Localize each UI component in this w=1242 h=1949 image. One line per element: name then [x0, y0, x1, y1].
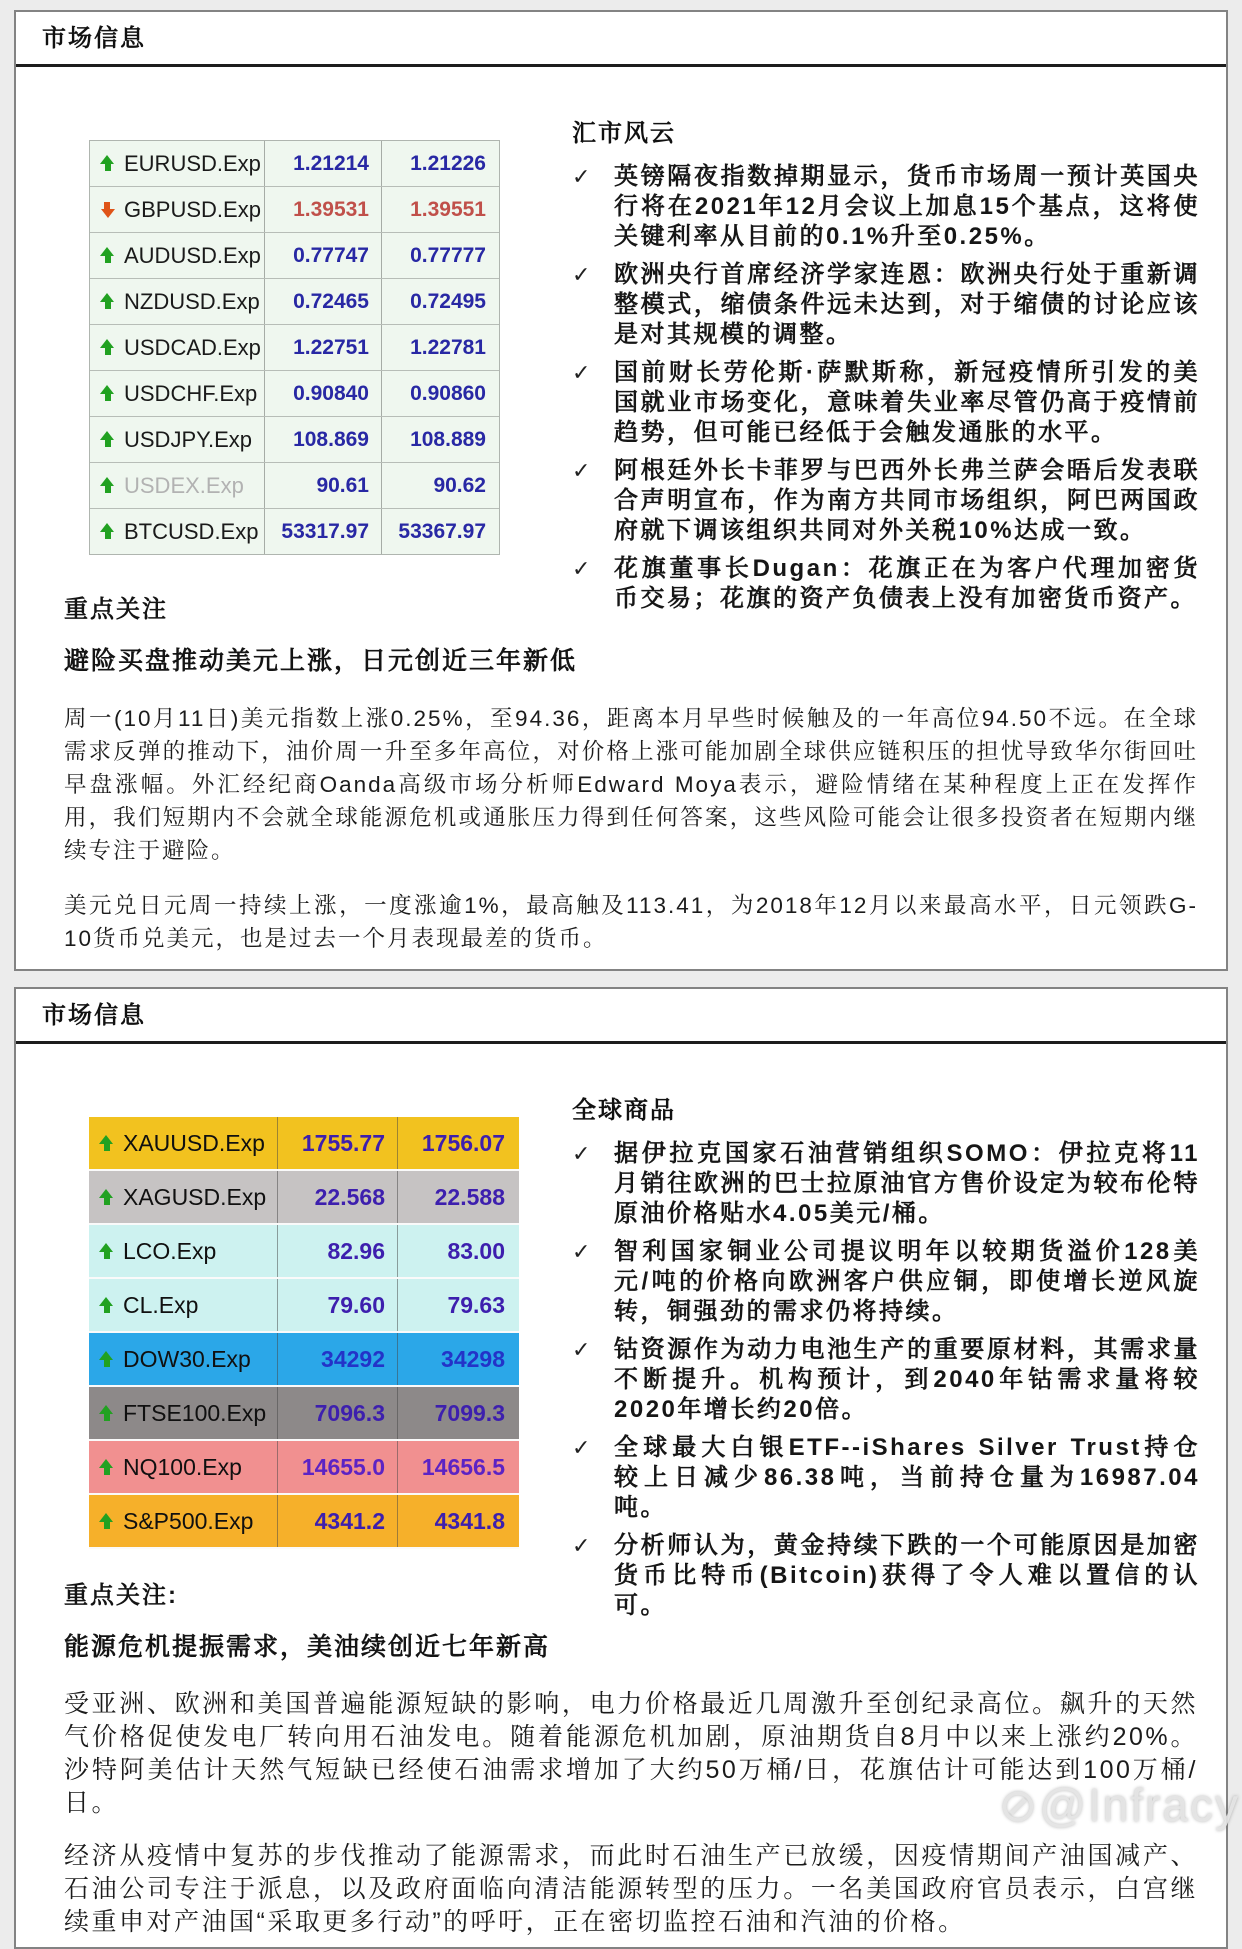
panel-body	[16, 1044, 1226, 1664]
bid-value: 22.568	[277, 1171, 397, 1223]
panel-header	[16, 989, 1226, 1044]
trend-arrow-icon	[100, 385, 115, 402]
symbol-label: LCO.Exp	[123, 1237, 217, 1264]
trend-arrow-icon	[99, 1513, 114, 1530]
article-body	[64, 702, 1198, 969]
news-bullet-text: 阿根廷外长卡菲罗与巴西外长弗兰萨会晤后发表联合声明宣布，作为南方共同市场组织，阿巴两国政府就下调该组织共同对外关税10%达成一致。	[614, 457, 1200, 544]
ask-value: 4341.8	[397, 1495, 517, 1547]
panel-body	[16, 67, 1226, 678]
bid-value: 0.77747	[264, 233, 381, 278]
article-paragraph: 经济从疫情中复苏的步伐推动了能源需求，而此时石油生产已放缓，因疫情期间产油国减产、石油公司专注于派息，以及政府面临向清洁能源转型的压力。一名美国政府官员表示，白宫继续重申对产油国“采取更多行动”的呼吁，正在密切监控石油和汽油的价格。	[64, 1842, 1198, 1936]
symbol-cell	[89, 1400, 277, 1427]
symbol-label: USDCHF.Exp	[124, 380, 258, 406]
symbol-label: USDEX.Exp	[124, 472, 244, 498]
symbol-cell	[90, 473, 264, 499]
market-info-panel-commodities	[14, 987, 1228, 1949]
news-section-heading: 全球商品	[572, 1097, 676, 1124]
panel-title: 市场信息	[42, 25, 146, 52]
trend-arrow-icon	[99, 1189, 114, 1206]
news-section-heading: 汇市风云	[572, 120, 676, 147]
check-icon: ✓	[572, 458, 591, 483]
commodity-quote-table	[89, 1117, 519, 1549]
symbol-label: XAUUSD.Exp	[123, 1129, 265, 1156]
quote-row	[89, 1441, 519, 1495]
bid-value: 1.21214	[264, 141, 381, 186]
trend-arrow-icon	[99, 1459, 114, 1476]
symbol-label: S&P500.Exp	[123, 1507, 254, 1534]
news-bullet-text: 欧洲央行首席经济学家连恩：欧洲央行处于重新调整模式，缩债条件远未达到，对于缩债的讨论应该是对其规模的调整。	[614, 261, 1200, 348]
news-column	[516, 1090, 1226, 1664]
check-icon: ✓	[572, 556, 591, 581]
article-headline: 能源危机提振需求，美油续创近七年新高	[64, 1633, 551, 1661]
bid-value: 108.869	[264, 417, 381, 462]
symbol-label: BTCUSD.Exp	[124, 518, 259, 544]
quote-row	[90, 325, 499, 371]
news-bullet-item	[572, 1139, 1200, 1229]
quote-row	[90, 233, 499, 279]
symbol-label: CL.Exp	[123, 1291, 199, 1318]
bid-value: 79.60	[277, 1279, 397, 1331]
news-bullet-text: 全球最大白银ETF--iShares Silver Trust持仓较上日减少86.38吨，当前持仓量为16987.04吨。	[614, 1434, 1200, 1521]
ask-value: 90.62	[381, 463, 498, 508]
bid-value: 0.72465	[264, 279, 381, 324]
trend-arrow-icon	[100, 431, 115, 448]
article-body	[64, 1688, 1198, 1947]
ask-value: 0.90860	[381, 371, 498, 416]
symbol-label: XAGUSD.Exp	[123, 1183, 267, 1210]
check-icon: ✓	[572, 1435, 591, 1460]
news-bullet-text: 智利国家铜业公司提议明年以较期货溢价128美元/吨的价格向欧洲客户供应铜，即使增长逆风旋转，铜强劲的需求仍将持续。	[614, 1238, 1200, 1325]
quote-row	[90, 509, 499, 554]
quote-row	[89, 1171, 519, 1225]
market-info-panel-forex	[14, 10, 1228, 971]
symbol-cell	[90, 151, 264, 177]
news-bullet-item	[572, 554, 1200, 614]
focus-heading: 重点关注	[64, 596, 168, 623]
watermark: ⊘@Infracy	[998, 1779, 1240, 1831]
article-paragraph: 受亚洲、欧洲和美国普遍能源短缺的影响，电力价格最近几周激升至创纪录高位。飙升的天然气价格促使发电厂转向用石油发电。随着能源危机加剧，原油期货自8月中以来上涨约20%。沙特阿美估计天然气短缺已经使石油需求增加了大约50万桶/日，花旗估计可能达到100万桶/日。	[64, 1690, 1198, 1817]
focus-heading: 重点关注:	[64, 1582, 178, 1609]
news-bullet-item	[572, 260, 1200, 350]
quote-row	[89, 1117, 519, 1171]
trend-arrow-icon	[99, 1297, 114, 1314]
quote-row	[89, 1333, 519, 1387]
bid-value: 7096.3	[277, 1387, 397, 1439]
quote-row	[89, 1279, 519, 1333]
symbol-label: USDCAD.Exp	[124, 334, 261, 360]
news-bullet-text: 据伊拉克国家石油营销组织SOMO：伊拉克将11月销往欧洲的巴士拉原油官方售价设定为较布伦特原油价格贴水4.05美元/桶。	[614, 1140, 1200, 1227]
symbol-cell	[89, 1130, 277, 1157]
ask-value: 7099.3	[397, 1387, 517, 1439]
ask-value: 79.63	[397, 1279, 517, 1331]
symbol-label: FTSE100.Exp	[123, 1399, 267, 1426]
panel-header	[16, 12, 1226, 67]
bid-value: 1.39531	[264, 187, 381, 232]
news-bullet-list	[572, 1139, 1200, 1621]
left-column	[16, 113, 578, 678]
trend-arrow-icon	[99, 1243, 114, 1260]
news-bullet-text: 分析师认为，黄金持续下跌的一个可能原因是加密货币比特币(Bitcoin)获得了令人难以置信的认可。	[614, 1532, 1200, 1619]
bid-value: 82.96	[277, 1225, 397, 1277]
article-headline: 避险买盘推动美元上涨，日元创近三年新低	[64, 647, 578, 675]
news-bullet-text: 钴资源作为动力电池生产的重要原材料，其需求量不断提升。机构预计，到2040年钴需求量将较2020年增长约20倍。	[614, 1336, 1200, 1423]
forex-quote-table	[89, 140, 500, 555]
ask-value: 1.21226	[381, 141, 498, 186]
ask-value: 22.588	[397, 1171, 517, 1223]
news-column	[516, 113, 1226, 678]
check-icon: ✓	[572, 1533, 591, 1558]
ask-value: 0.77777	[381, 233, 498, 278]
article-paragraph: 周一(10月11日)美元指数上涨0.25%，至94.36，距离本月早些时候触及的一年高位94.50不远。在全球需求反弹的推动下，油价周一升至多年高位，对价格上涨可能加剧全球供应链积压的担忧导致华尔街回吐早盘涨幅。外汇经纪商Oanda高级市场分析师Edward Moya表示，避险情绪在某种程度上正在发挥作用，我们短期内不会就全球能源危机或通胀压力得到任何答案，这些风险可能会让很多投资者在短期内继续专注于避险。	[64, 706, 1198, 863]
check-icon: ✓	[572, 360, 591, 385]
symbol-label: NQ100.Exp	[123, 1453, 242, 1480]
ask-value: 53367.97	[381, 509, 498, 554]
symbol-cell	[90, 243, 264, 269]
ask-value: 0.72495	[381, 279, 498, 324]
check-icon: ✓	[572, 1141, 591, 1166]
symbol-cell	[90, 197, 264, 223]
ask-value: 108.889	[381, 417, 498, 462]
symbol-label: GBPUSD.Exp	[124, 196, 261, 222]
bid-value: 1.22751	[264, 325, 381, 370]
check-icon: ✓	[572, 1337, 591, 1362]
trend-arrow-icon	[100, 155, 115, 172]
ask-value: 14656.5	[397, 1441, 517, 1493]
ask-value: 83.00	[397, 1225, 517, 1277]
symbol-label: NZDUSD.Exp	[124, 288, 260, 314]
trend-arrow-icon	[99, 1135, 114, 1152]
news-bullet-item	[572, 162, 1200, 252]
news-bullet-item	[572, 1335, 1200, 1425]
symbol-label: DOW30.Exp	[123, 1345, 251, 1372]
ask-value: 1.22781	[381, 325, 498, 370]
quote-row	[89, 1495, 519, 1549]
bid-value: 0.90840	[264, 371, 381, 416]
symbol-cell	[89, 1454, 277, 1481]
news-bullet-text: 花旗董事长Dugan：花旗正在为客户代理加密货币交易；花旗的资产负债表上没有加密货币资产。	[614, 555, 1200, 612]
symbol-label: AUDUSD.Exp	[124, 242, 261, 268]
trend-arrow-icon	[100, 477, 115, 494]
symbol-cell	[90, 335, 264, 361]
quote-row	[90, 141, 499, 187]
trend-arrow-icon	[99, 1351, 114, 1368]
news-bullet-text: 英镑隔夜指数掉期显示，货币市场周一预计英国央行将在2021年12月会议上加息15个基点，这将使关键利率从目前的0.1%升至0.25%。	[614, 163, 1200, 250]
news-bullet-item	[572, 1433, 1200, 1523]
quote-row	[90, 279, 499, 325]
symbol-cell	[90, 427, 264, 453]
news-bullet-item	[572, 1237, 1200, 1327]
article-paragraph: 美元兑日元周一持续上涨，一度涨逾1%，最高触及113.41，为2018年12月以来最高水平，日元领跌G-10货币兑美元，也是过去一个月表现最差的货币。	[64, 893, 1198, 951]
quote-row	[90, 371, 499, 417]
symbol-cell	[89, 1346, 277, 1373]
bid-value: 4341.2	[277, 1495, 397, 1547]
news-bullet-item	[572, 358, 1200, 448]
news-bullet-text: 国前财长劳伦斯·萨默斯称，新冠疫情所引发的美国就业市场变化，意味着失业率尽管仍高于疫情前趋势，但可能已经低于会触发通胀的水平。	[614, 359, 1200, 446]
quote-row	[90, 417, 499, 463]
symbol-cell	[90, 519, 264, 545]
trend-arrow-icon	[100, 201, 115, 218]
check-icon: ✓	[572, 262, 591, 287]
symbol-cell	[90, 289, 264, 315]
trend-arrow-icon	[100, 247, 115, 264]
bid-value: 53317.97	[264, 509, 381, 554]
bid-value: 34292	[277, 1333, 397, 1385]
trend-arrow-icon	[100, 523, 115, 540]
symbol-cell	[89, 1292, 277, 1319]
symbol-cell	[90, 381, 264, 407]
ask-value: 1756.07	[397, 1117, 517, 1169]
symbol-cell	[89, 1184, 277, 1211]
panel-title: 市场信息	[42, 1002, 146, 1029]
quote-row	[90, 187, 499, 233]
trend-arrow-icon	[100, 339, 115, 356]
quote-row	[89, 1387, 519, 1441]
ask-value: 34298	[397, 1333, 517, 1385]
symbol-cell	[89, 1238, 277, 1265]
news-bullet-list	[572, 162, 1200, 614]
left-column	[16, 1090, 551, 1664]
news-bullet-item	[572, 1531, 1200, 1621]
symbol-label: USDJPY.Exp	[124, 426, 252, 452]
quote-row	[90, 463, 499, 509]
trend-arrow-icon	[99, 1405, 114, 1422]
check-icon: ✓	[572, 164, 591, 189]
symbol-label: EURUSD.Exp	[124, 150, 261, 176]
bid-value: 1755.77	[277, 1117, 397, 1169]
check-icon: ✓	[572, 1239, 591, 1264]
trend-arrow-icon	[100, 293, 115, 310]
bid-value: 90.61	[264, 463, 381, 508]
symbol-cell	[89, 1508, 277, 1535]
news-bullet-item	[572, 456, 1200, 546]
bid-value: 14655.0	[277, 1441, 397, 1493]
quote-row	[89, 1225, 519, 1279]
ask-value: 1.39551	[381, 187, 498, 232]
